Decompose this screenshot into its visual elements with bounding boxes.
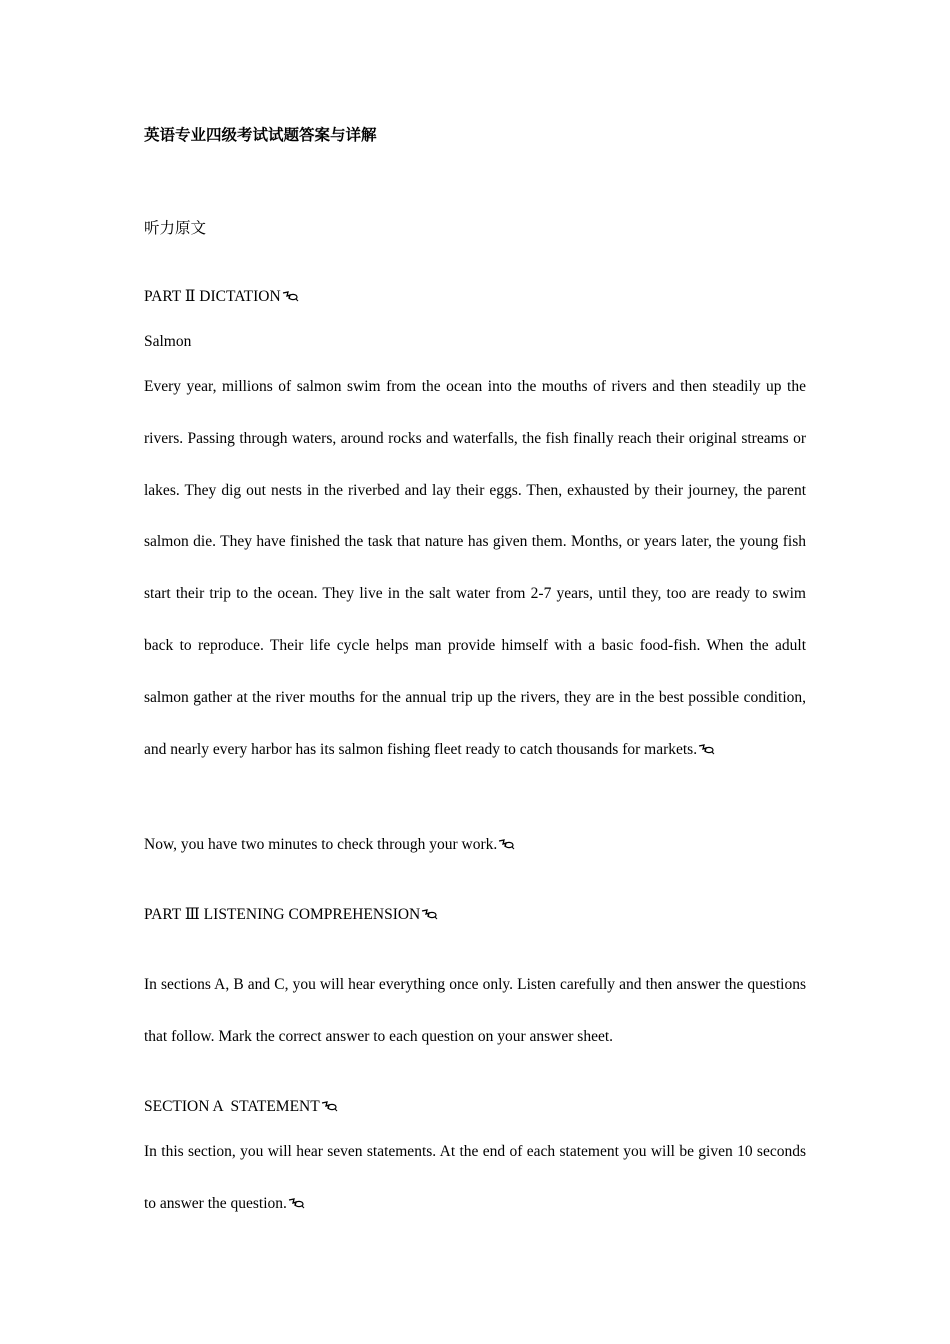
check-note-line bbox=[144, 835, 515, 855]
part3-heading-line bbox=[144, 905, 438, 925]
dictation-passage-text: Every year, millions of salmon swim from the ocean into the mouths of rivers and then steadily up the rivers. Passing through waters, around rocks and waterfalls, the fish finally reach their original streams or lakes. They dig out nests in the riverbed and lay their eggs. Then, exhausted by their journey, the parent salmon die. They have finished the task that nature has given them. Months, or years later, the young fish start their trip to the ocean. They live in the salt water from 2-7 years, until they, too are ready to swim back to reproduce. Their life cycle helps man provide himself with a basic food-fish. When the adult salmon gather at the river mouths for the annual trip up the rivers, they are in the best possible condition, and nearly every harbor has its salmon fishing fleet ready to catch thousands for markets. bbox=[144, 378, 806, 758]
section-a-heading: SECTION A STATEMENT bbox=[144, 1098, 320, 1115]
paragraph-mark-icon bbox=[421, 908, 438, 920]
paragraph-mark-icon bbox=[321, 1100, 338, 1112]
section-heading: 听力原文 bbox=[144, 220, 207, 237]
section-a-heading-line bbox=[144, 1097, 338, 1117]
part2-heading: PART Ⅱ DICTATION bbox=[144, 288, 281, 305]
part3-heading: PART Ⅲ LISTENING COMPREHENSION bbox=[144, 906, 421, 923]
paragraph-mark-icon bbox=[282, 290, 299, 302]
dictation-passage bbox=[144, 361, 806, 775]
paragraph-mark-icon bbox=[288, 1197, 305, 1209]
document-title: 英语专业四级考试试题答案与详解 bbox=[144, 127, 377, 144]
section-a-instructions bbox=[144, 1126, 806, 1230]
check-note: Now, you have two minutes to check through your work. bbox=[144, 836, 498, 853]
part3-instructions: In sections A, B and C, you will hear everything once only. Listen carefully and then answer the questions that follow. Mark the correct answer to each question on your answer sheet. bbox=[144, 976, 806, 1045]
paragraph-mark-icon bbox=[698, 743, 715, 755]
section-a-instructions-text: In this section, you will hear seven statements. At the end of each statement you will be given 10 seconds to answer the question. bbox=[144, 1143, 806, 1212]
paragraph-mark-icon bbox=[498, 838, 515, 850]
part2-heading-line bbox=[144, 287, 299, 307]
passage-title: Salmon bbox=[144, 333, 192, 350]
